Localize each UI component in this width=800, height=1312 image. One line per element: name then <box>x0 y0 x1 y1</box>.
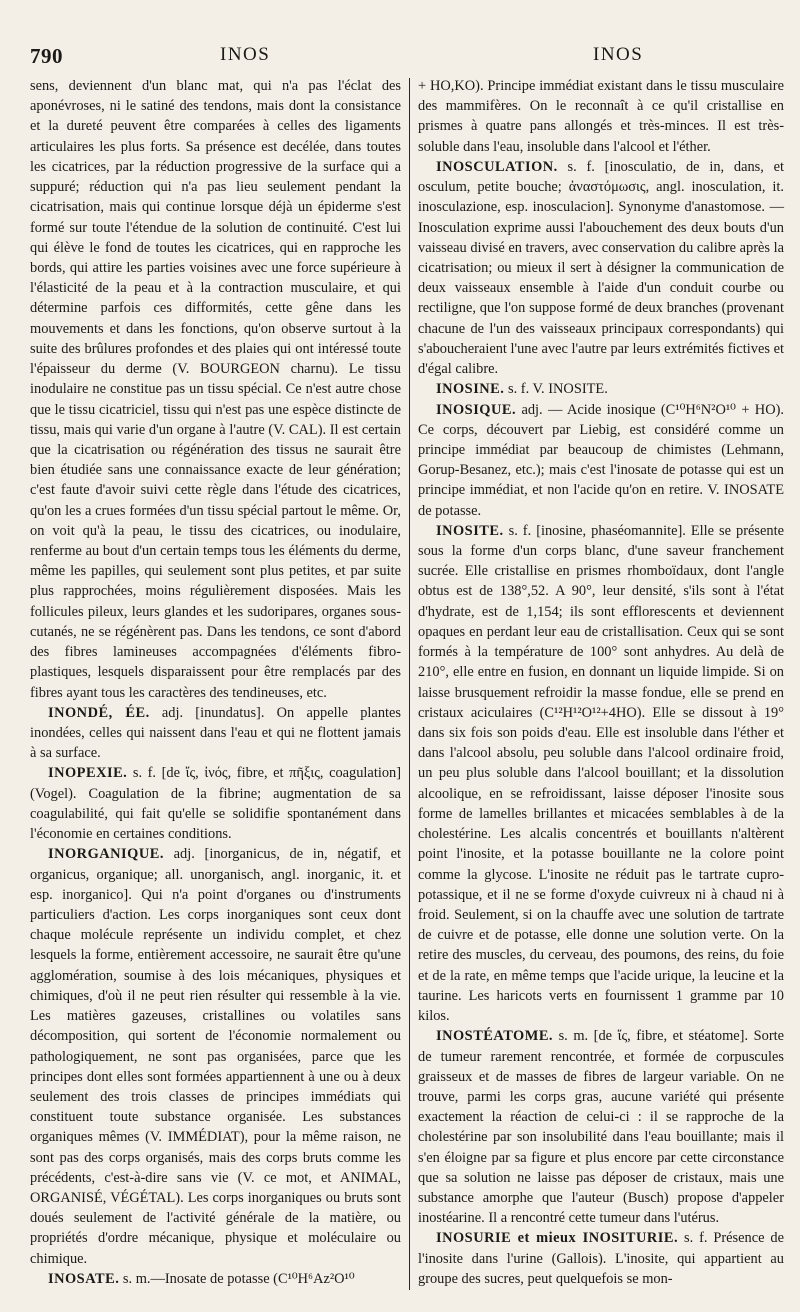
entry-headword: INOSINE. <box>436 381 505 398</box>
page-header <box>30 44 780 72</box>
entry-headword: INONDÉ, ÉE. <box>48 704 150 721</box>
dictionary-entry <box>418 379 784 399</box>
dictionary-entry <box>418 157 784 379</box>
entry-headword: INOSIQUE. <box>436 401 517 418</box>
entry-body: s. f. [de ἴς, ἰνός, fibre, et πῆξις, coagulation] (Vogel). Coagulation de la fibrine; augmentation de sa coagulabilité, qui fait qu'elle se solidifie spontanément dans l'économie en certaines conditions. <box>30 765 401 843</box>
dictionary-entry <box>418 521 784 1026</box>
page-number: 790 <box>30 44 63 68</box>
right-column <box>418 76 784 1289</box>
dictionary-entry <box>418 400 784 521</box>
dictionary-entry <box>30 844 401 1269</box>
running-head-left: INOS <box>220 44 271 65</box>
running-head-right: INOS <box>593 44 644 65</box>
entry-body: s. m.—Inosate de potasse (C¹⁰H⁶Az²O¹⁰ <box>119 1270 355 1287</box>
entry-body: s. f. [inosine, phaséomannite]. Elle se présente sous la forme d'un corps blanc, d'une saveur franchement sucrée. Elle cristallise en prismes rhomboïdaux, dont l'angle obtus est de 138°,52. A 90°, leur densité, s'ils sont à l'état d'hydrate, est de 1,154; ils sont efflorescents et deviennent opaques en perdant leur eau de cristallisation. Ceux qui se sont formés à la température de 100° sont anhydres. Au delà de 210°, elle entre en fusion, en donnant un liquide limpide. Si on laisse brusquement refroidir la masse fondue, elle se prend en cristaux aciculaires (C¹²H¹²O¹²+4HO). Elle se dissout à 19° dans six fois son poids d'eau. Elle est insoluble dans l'éther et dans l'alcool absolu, peu soluble dans l'alcool ordinaire froid, un peu plus soluble dans l'alcool bouillant; et la dissolution alcoolique, en se refroidissant, laisse déposer l'inosite sous forme de lamelles brillantes et micacées semblables à de la cholestérine. Les alcalis concentrés et bouillants n'altèrent point l'inosite, et la potasse bouillante ne la colore point comme la glycose. L'inosite ne réduit pas le tartrate cupro-potassique, et il ne se forme d'oxyde cuivreux ni à chaud ni à froid. Seulement, si on la chauffe avec une solution de tartrate de cuivre et de potasse, elle donne une solution verte. On la retire des muscles, du cerveau, des poumons, des reins, du foie et de la rate, en même temps que l'acide urique, la leucine et la taurine. Les haricots verts en fournissent 1 gramme par 10 kilos. <box>418 522 784 1025</box>
dictionary-entry <box>418 1026 784 1228</box>
dictionary-entry <box>30 763 401 844</box>
continuation-text: + HO,KO). Principe immédiat existant dans le tissu musculaire des mammifères. On le reconnaît à ce qu'il cristallise en prismes à quatre pans allongés et très-minces. Il est très-soluble dans l'eau, insoluble dans l'alcool et l'éther. <box>418 78 784 155</box>
entry-headword: INOSATE. <box>48 1270 120 1287</box>
dictionary-entry <box>30 703 401 764</box>
entry-body: s. f. [inosculatio, de in, dans, et osculum, petite bouche; ἀναστόμωσις, angl. inosculation, it. inosculazione, esp. inosculacion]. Synonyme d'anastomose. — Inosculation exprime aussi l'abouchement des deux bouts d'un vaisseau divisé en travers, avec conservation du calibre après la cicatrisation; ou mieux il sert à désigner la communication de deux vaisseaux ensemble à l'aide d'un conduit courbe ou rectiligne, que l'on suppose formé de deux branches (provenant chacune de l'un des vaisseaux principaux correspondants) qui s'aboucheraient l'une avec l'autre par leurs extrémités fictives et d'égal calibre. <box>418 158 785 378</box>
entry-headword: INOSURIE et mieux INOSITURIE. <box>436 1230 679 1247</box>
entry-body: adj. — Acide inosique (C¹⁰H⁶N²O¹⁰ + HO). Ce corps, découvert par Liebig, est considéré comme un principe immédiat par beaucoup de chimistes (Lehmann, Gorup-Besanez, etc.); mais c'est l'inosate de potasse qui est un principe immédiat, et non l'acide qu'on en retire. V. INOSATE de potasse. <box>418 401 784 519</box>
entry-headword: INORGANIQUE. <box>48 846 164 863</box>
continuation-text: sens, deviennent d'un blanc mat, qui n'a pas l'éclat des aponévroses, ni le satiné des tendons, mais dont la consistance et la dureté peuvent être comparées à celles des ligaments articulaires les plus forts. Sa présence est decélée, dans toutes les cicatrices, par la réduction progressive de la surface qui a suppuré; réduction qui n'a pas lieu seulement pendant la cicatrisation, mais qui continue lorsque déjà un épiderme s'est formé sur toute l'étendue de la solution de continuité. C'est lui qui élève le fond de toutes les cicatrices, qui en rapproche les bords, qui attire les parties voisines avec une force supérieure à l'élasticité de la peau et à la contraction musculaire, et qui détermine parfois ces difformités, cette gêne dans les mouvements et dans les fonctions, qu'on observe surtout à la suite des brûlures profondes et des plaies qui ont intéressé toute l'épaisseur du derme (V. BOURGEON charnu). Le tissu inodulaire ne constitue pas un tissu spécial. Ce n'est autre chose que le tissu cicatriciel, tissu qui n'est pas une espèce distincte de tissu, mais qui varie d'un organe à l'autre (V. CAL). Il est certain que la cicatrisation ou régénération des tissus ne saurait être bien étudiée sans une connaissance exacte de leur génération; c'est faute d'avoir suivi cette règle dans l'étude des cicatrices, qu'on les a crues formées d'un tissu spécial partout le même. Or, on voit qu'à la peau, le tissu des cicatrices, ou inodulaire, renferme au bout d'un certain temps tous les éléments du derme, même les papilles, qui seulement sont plus petites, et par suite plus rapprochées, moins régulièrement disposées. Mais les follicules pileux, leurs glandes et les sudoripares, organes sous-cutanés, ne se régénèrent pas. Dans les tendons, ce sont d'abord des fibres lamineuses accompagnées d'éléments fibro-plastiques, lesquels disparaissent pour être remplacés par des fibres ayant tous les caractères des tendineuses, etc. <box>30 78 401 701</box>
entry-headword: INOSITE. <box>436 522 504 539</box>
left-column <box>30 76 401 1289</box>
entry-headword: INOSTÉATOME. <box>436 1028 554 1045</box>
entry-body: s. f. V. INOSITE. <box>504 381 608 398</box>
entry-body: adj. [inundatus]. On appelle plantes inondées, celles qui naissent dans l'eau et qui ne flottent jamais à sa surface. <box>30 704 401 762</box>
column-divider <box>409 78 410 1290</box>
entry-body: adj. [inorganicus, de in, négatif, et organicus, organique; all. unorganisch, angl. inorganic, it. et esp. inorganico]. Qui n'a point d'organes ou d'instruments particuliers d'action. Les corps inorganiques sont ceux dont chaque molécule représente un individu complet, et chez lesquels la forme, entièrement accessoire, ne saurait être qu'une agglomération, soumise à des lois mécaniques, physiques et chimiques, d'où il ne peut rien résulter qui ressemble à la vie. Les matières gazeuses, cristallines ou volatiles sans décomposition, qui sortent de l'économie normalement ou pathologiquement, ne sont pas organisées, parce que les principes dont elles sont formées appartiennent à une ou à deux seulement des trois classes de principes immédiats qui constituent toute substance organisée. Les substances organiques mêmes (V. IMMÉDIAT), pour la même raison, ne sont pas des corps organisés, mais des corps bruts comme les précédents, c'est-à-dire sans vie (V. ce mot, et ANIMAL, ORGANISÉ, VÉGÉTAL). Les corps inorganiques ou bruts sont doués seulement de l'activité générale de la matière, ou propriétés d'ordre mécanique, physique et moléculaire ou chimique. <box>30 846 401 1267</box>
dictionary-entry <box>30 1269 401 1289</box>
entry-headword: INOSCULATION. <box>436 158 558 175</box>
entry-body: s. f. Présence de l'inosite dans l'urine (Gallois). L'inosite, qui appartient au groupe des sucres, peut quelquefois se mon- <box>418 1230 785 1287</box>
dictionary-entry <box>418 1228 784 1289</box>
entry-body: s. m. [de ἴς, fibre, et stéatome]. Sorte de tumeur rarement rencontrée, et formée de corpuscules graisseux et de masses de fibres de largeur variable. On ne trouve, parmi les corps gras, aucune variété qui présente exactement la réaction de celui-ci : il se rapproche de la cholestérine par son insolubilité dans l'eau bouillante; mais il s'en éloigne par sa figure et plus encore par cette circonstance que sa solution ne laisse pas déposer de cristaux, mais une substance amorphe que l'auteur (Busch) propose d'appeler inostéarine. Il a rencontré cette tumeur dans l'utérus. <box>418 1028 784 1227</box>
entry-headword: INOPEXIE. <box>48 765 128 782</box>
